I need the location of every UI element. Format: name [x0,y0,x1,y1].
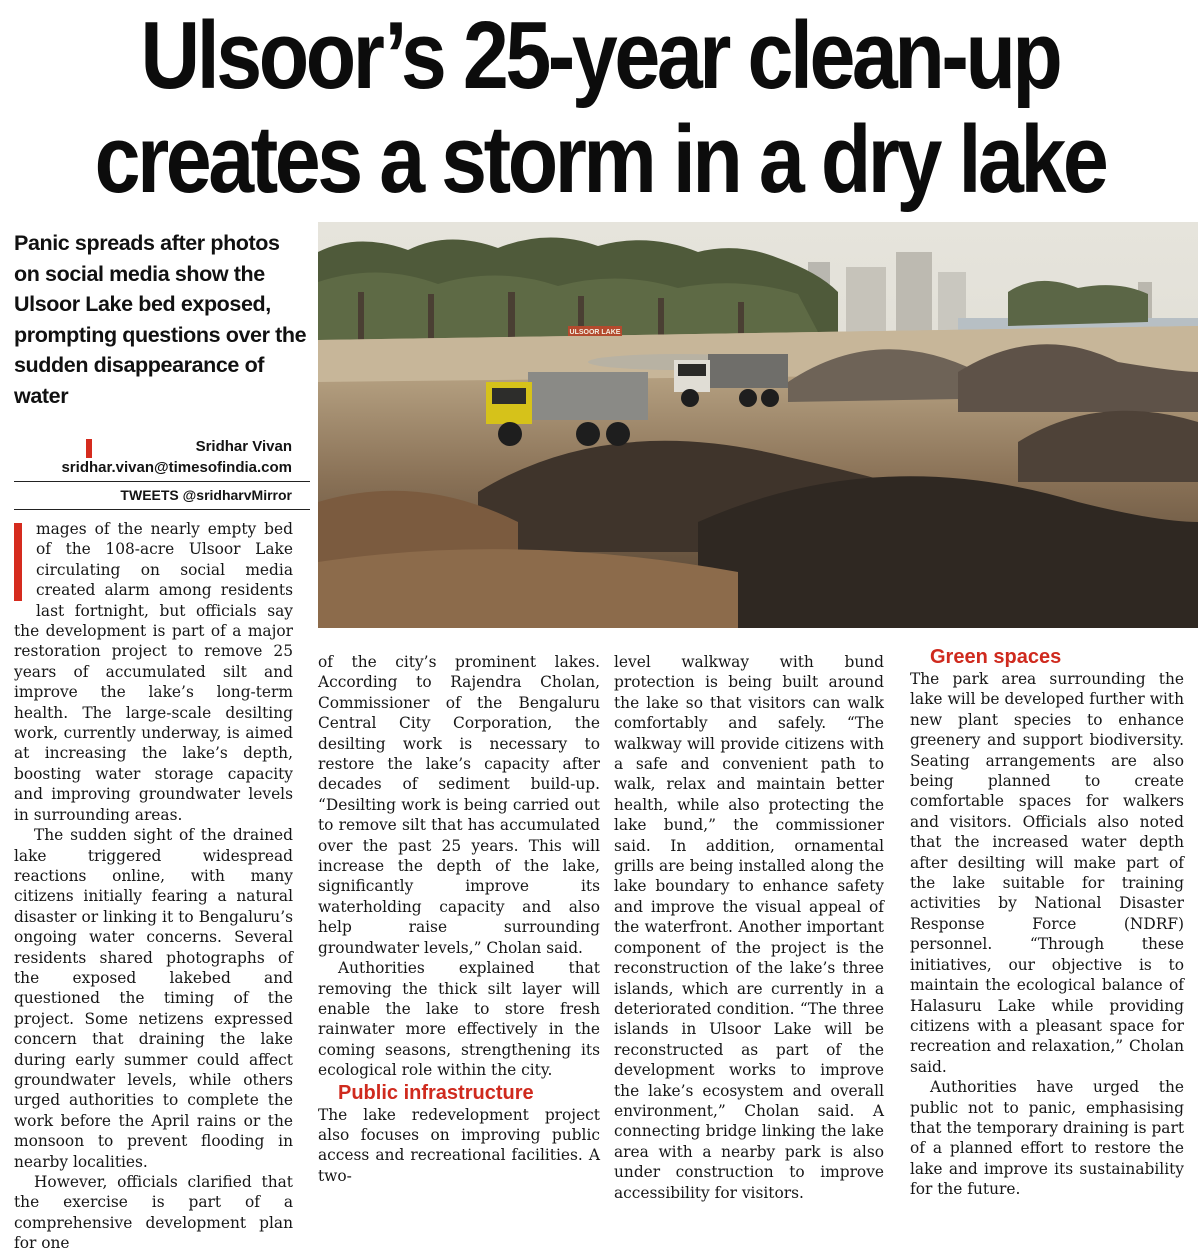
article-paragraph: mages of the nearly empty bed of the 108-acre Ulsoor Lake circulating on social media created alarm among residents last fortnight, but officials say the development is part of a major restoration project to remove 25 years of accumulated silt and improve the lake’s long-term health. The large-scale desilting work, currently underway, is aimed at increasing the lake’s depth, boosting water storage capacity and improving groundwater levels in surrounding areas. [14,520,293,824]
article-paragraph: level walkway with bund protection is being built around the lake so that visitors can walk comfortably and safely. “The walkway will provide citizens with a safe and convenient path to walk, relax and maintain better health, while also protecting the lake bund,” the commissioner said. In addition, ornamental grills are being installed along the lake boundary to enhance safety and improve the visual appeal of the waterfront. Another important component of the project is the reconstruction of the lake’s three islands, which are currently in a deteriorated condition. “The three islands in Ulsoor Lake will be reconstructed as part of the development works to improve the lake’s ecosystem and overall environment,” Cholan said. A connecting bridge linking the lake area with a nearby park is also under construction to improve accessibility for visitors. [614,653,884,1202]
byline-rule-bottom [14,509,310,510]
lake-desilting-photo [318,222,1198,628]
byline-accent-bar [86,439,92,458]
byline-twitter-handle: TWEETS @sridharvMirror [120,487,292,503]
subhead-green-spaces: Green spaces [930,646,1062,668]
drop-cap-bar [14,523,22,601]
article-paragraph: Authorities explained that removing the thick silt layer will enable the lake to store fresh rainwater more effectively in the coming seasons, strengthening its ecological role within the city. [318,959,600,1080]
byline-rule-top [14,481,310,482]
article-paragraph: of the city’s prominent lakes. According to Rajendra Cholan, Commissioner of the Bengaluru Central City Corporation, the desilting work is necessary to restore the lake’s capacity after decades of sediment build-up. “Desilting work is being carried out to remove silt that has accumulated over the past 25 years. This will increase the depth of the lake, significantly improve its waterholding capacity and also help raise surrounding groundwater levels,” Cholan said. [318,653,600,957]
subhead-public-infrastructure: Public infrastructure [338,1081,534,1104]
article-paragraph: Authorities have urged the public not to panic, emphasising that the temporary draining is part of a planned effort to restore the lake and improve its sustainability for the future. [910,1078,1185,1199]
deck-summary: Panic spreads after photos on social media show the Ulsoor Lake bed exposed, prompting questions over the sudden disappearance of water [14,231,307,408]
byline-author: Sridhar Vivan [195,438,292,455]
article-column-1 [14,519,293,1254]
headline-line-2: creates a storm in a dry lake [94,106,1106,213]
article-paragraph: The lake redevelopment project also focuses on improving public access and recreational facilities. A two- [318,1105,600,1185]
article-column-3 [614,652,884,1203]
photo-sign-text: ULSOOR LAKE [569,329,621,336]
article-column-2 [318,652,600,1186]
byline-email: sridhar.vivan@timesofindia.com [61,459,292,476]
article-column-4 [910,645,1184,1200]
article-paragraph: However, officials clarified that the exercise is part of a comprehensive development plan for one [14,1173,293,1253]
article-paragraph: The sudden sight of the drained lake triggered widespread reactions online, with many citizens initially fearing a natural disaster or linking it to Bengaluru’s ongoing water concerns. Several residents shared photographs of the exposed lakebed and questioned the timing of the project. Some netizens expressed concern that draining the lake during early summer could affect groundwater levels, while others urged authorities to complete the work before the April rains or the monsoon to prevent flooding in nearby localities. [14,826,293,1171]
headline-line-1: Ulsoor’s 25-year clean-up [140,2,1060,109]
article-paragraph: The park area surrounding the lake will be developed further with new plant species to enhance greenery and support biodiversity. Seating arrangements are also being planned to create comfortable spaces for walkers and visitors. Officials also noted that the increased water depth after desilting will make part of the lake suitable for training activities by National Disaster Response Force (NDRF) personnel. “Through these initiatives, our objective is to maintain the ecological balance of Halasuru Lake while providing citizens with a pleasant space for recreation and relaxation,” Cholan said. [910,670,1184,1076]
